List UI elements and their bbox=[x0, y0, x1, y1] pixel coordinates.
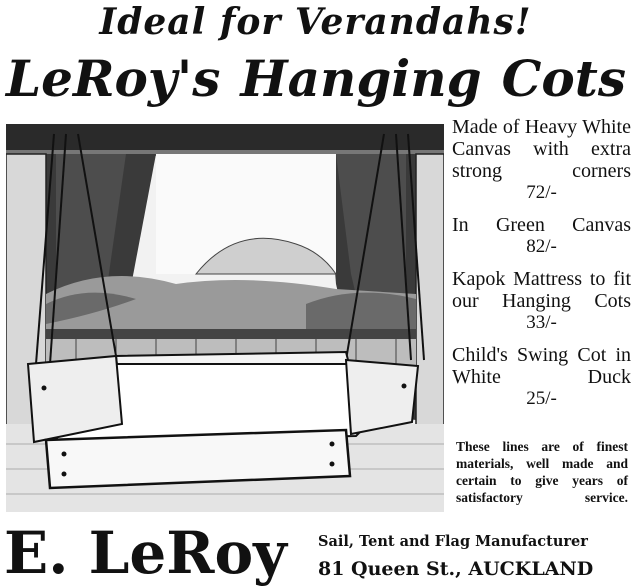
product-description: Child's Swing Cot in White Duck bbox=[452, 344, 631, 388]
product-item bbox=[452, 214, 631, 258]
merchant-trade: Sail, Tent and Flag Manufacturer bbox=[318, 533, 588, 550]
product-headline bbox=[6, 44, 626, 114]
product-item bbox=[452, 268, 631, 334]
tagline: Ideal for Verandahs! bbox=[99, 1, 532, 43]
product-description: Kapok Mattress to fit our Hanging Cots bbox=[452, 268, 631, 312]
headline-word-brand: LeRoy's bbox=[6, 49, 221, 108]
product-price: 82/- bbox=[526, 236, 557, 257]
product-list bbox=[452, 116, 631, 420]
product-price: 33/- bbox=[526, 312, 557, 333]
merchant-address: 81 Queen St., AUCKLAND bbox=[318, 558, 594, 580]
merchant-name: E. LeRoy bbox=[4, 519, 287, 587]
quality-statement: These lines are of finest materials, well made and certain to give years of satisfactory service. bbox=[456, 439, 628, 505]
product-item bbox=[452, 344, 631, 410]
headline-word-cots: Cots bbox=[501, 49, 626, 108]
verandah-cot-illustration bbox=[6, 124, 444, 512]
product-description: Made of Heavy White Canvas with extra strong corners bbox=[452, 116, 631, 182]
product-price: 72/- bbox=[526, 182, 557, 203]
headline-word-hanging: Hanging bbox=[240, 49, 482, 108]
product-price: 25/- bbox=[526, 388, 557, 409]
product-item bbox=[452, 116, 631, 204]
product-description: In Green Canvas bbox=[452, 214, 631, 236]
